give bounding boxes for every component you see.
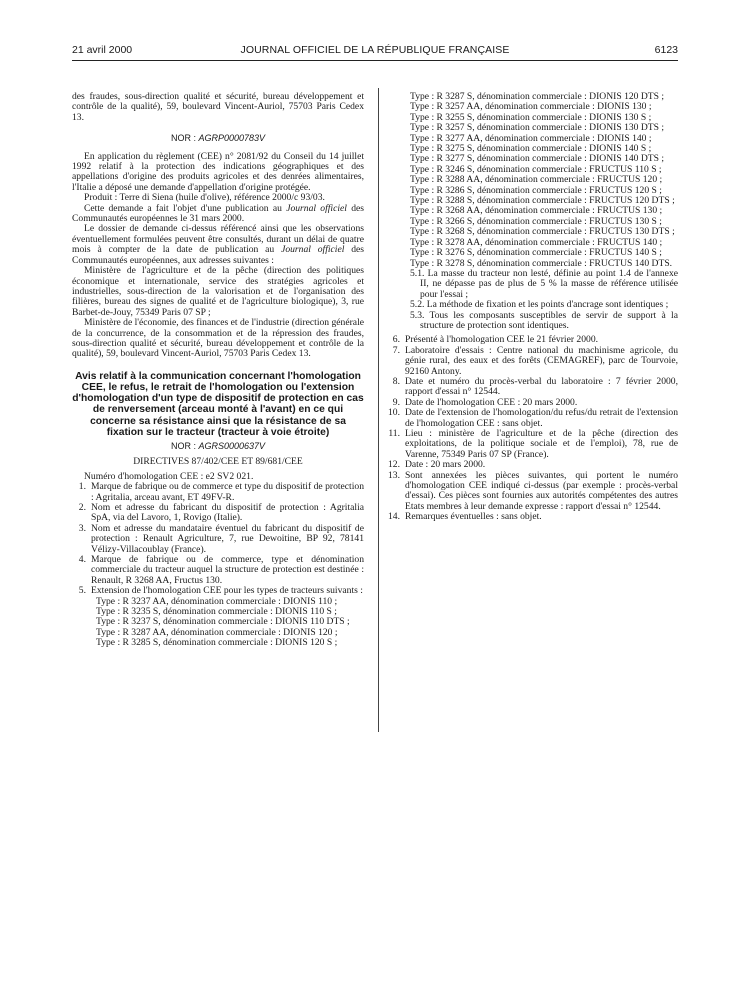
tractor-types-left — [72, 597, 364, 649]
nor-reference-2 — [72, 441, 364, 451]
page-header — [72, 44, 678, 58]
tractor-type: Type : R 3288 S, dénomination commerciale : FRUCTUS 120 DTS ; — [410, 195, 675, 207]
publication-text: Cette demande a fait l'objet d'une publication au — [84, 202, 287, 214]
numbered-list-left — [72, 482, 364, 596]
list-item: 2. Nom et adresse du fabricant du dispositif de protection : Agritalia SpA, via del Lavoro, 1, Rovigo (Italie). — [78, 502, 364, 524]
nor-prefix: NOR : — [170, 133, 199, 144]
sub-condition: 5.2. La méthode de fixation et les points d'ancrage sont identiques ; — [410, 299, 669, 311]
dossier-text: Le dossier de demande ci-dessus référencé ainsi que les observations éventuellement formulées peuvent être consultés, durant un délai de quatre mois à compter de la date de publication au — [72, 223, 364, 256]
sub-condition: 5.3. Tous les composants susceptibles de servir de support à la structure de protection sont identiques. — [410, 309, 678, 331]
list-item: 7. Laboratoire d'essais : Centre national du machinisme agricole, du génie rural, des eaux et des forêts (CEMAGREF), parc de Tourvoie, 92160 Antony. — [392, 344, 678, 377]
list-item: 5. Extension de l'homologation CEE pour les types de tracteurs suivants : — [78, 585, 363, 597]
tractor-type: Type : R 3278 AA, dénomination commerciale : FRUCTUS 140 ; — [410, 236, 663, 248]
tractor-type: Type : R 3277 S, dénomination commerciale : DIONIS 140 DTS ; — [410, 153, 665, 165]
left-column — [72, 92, 364, 649]
sub-condition: 5.1. La masse du tracteur non lesté, définie au point 1.4 de l'annexe II, ne dépasse pas de plus de 5 % la masse de référence utilisée pour l'essai ; — [410, 267, 678, 300]
list-item: 4. Marque de fabrique ou de commerce, type et dénomination commerciale du tracteur auquel la structure de protection est destinée : Renault, R 3268 AA, Fructus 130. — [78, 554, 364, 586]
list-item: 3. Nom et adresse du mandataire éventuel du fabricant du dispositif de protection : Renault Agriculture, 7, rue Dewoitine, BP 92, 78141 Vélizy-Villacoublay (France). — [78, 522, 364, 555]
tractor-type: Type : R 3288 AA, dénomination commerciale : FRUCTUS 120 ; — [410, 174, 663, 186]
list-item: 14. Remarques éventuelles : sans objet. — [388, 511, 542, 523]
list-item: 12. Date : 20 mars 2000. — [388, 459, 486, 471]
list-item: 6. Présenté à l'homologation CEE le 21 février 2000. — [392, 334, 599, 346]
tractor-type: Type : R 3257 AA, dénomination commerciale : DIONIS 130 ; — [410, 101, 652, 113]
column-divider — [378, 88, 379, 732]
tractor-type: Type : R 3268 AA, dénomination commerciale : FRUCTUS 130 ; — [410, 205, 663, 217]
numbered-list-right — [386, 335, 678, 522]
dossier-text-end: des Communautés européennes, aux adresses suivantes : — [72, 244, 365, 266]
tractor-type: Type : R 3235 S, dénomination commerciale : DIONIS 110 S ; — [96, 606, 337, 618]
tractor-type: Type : R 3276 S, dénomination commerciale : FRUCTUS 140 S ; — [410, 247, 662, 259]
nor-code: AGRP0000783V — [198, 133, 266, 144]
journal-name: Journal officiel — [281, 244, 345, 256]
header-date: 21 avril 2000 — [72, 44, 133, 56]
list-item: 11. Lieu : ministère de l'agriculture et de la pêche (direction des exploitations, de la politique sociale et de l'emploi), 78, rue de Varenne, 75349 Paris 07 SP (France). — [388, 428, 678, 460]
list-item: 10. Date de l'extension de l'homologation/du refus/du retrait de l'extension de l'homologation CEE : sans objet. — [388, 407, 678, 429]
tractor-type: Type : R 3285 S, dénomination commerciale : DIONIS 120 S ; — [96, 637, 338, 649]
intro-text: des fraudes, sous-direction qualité et sécurité, bureau développement et contrôle de la qualité), 59, boulevard Vincent-Auriol, 75703 Paris Cedex 13. — [72, 91, 364, 123]
tractor-type: Type : R 3275 S, dénomination commerciale : DIONIS 140 S ; — [410, 143, 652, 155]
tractor-type: Type : R 3255 S, dénomination commerciale : DIONIS 130 S ; — [410, 111, 652, 123]
approval-number: Numéro d'homologation CEE : e2 SV2 021. — [84, 470, 254, 482]
tractor-type: Type : R 3257 S, dénomination commerciale : DIONIS 130 DTS ; — [410, 122, 665, 134]
list-item: 1. Marque de fabrique ou de commerce et type du dispositif de protection : Agritalia, arceau avant, ET 49FV-R. — [78, 481, 364, 503]
list-item: 13. Sont annexées les pièces suivantes, qui portent le numéro d'homologation CEE indiqué ci-dessus (par exemple : procès-verbal d'essai). Ces pièces sont fournies aux autorités compétentes des autres Etats membres à leur demande expresse : rapport d'essai n° 12544. — [388, 469, 678, 512]
tractor-type: Type : R 3277 AA, dénomination commerciale : DIONIS 140 ; — [410, 132, 652, 144]
nor-reference-1 — [72, 133, 364, 143]
publication-text-end: des Communautés européennes le 31 mars 2000. — [72, 202, 364, 225]
notice-title: Avis relatif à la communication concernant l'homologation CEE, le refus, le retrait de l'homologation ou l'extension d'homologation d'un type de dispositif de protection en cas de renversement (arceau monté à l'avant) en ce qui concerne sa résistance ainsi que la résistance de sa fixation sur le tracteur (tracteur à voie étroite) — [72, 370, 364, 438]
regulation-paragraph: En application du règlement (CEE) n° 2081/92 du Conseil du 14 juillet 1992 relatif à la protection des indications géographiques et des appellations d'origine des produits agricoles et des denrées alimentaires, l'Italie a déposé une demande d'appellation d'origine protégée. — [72, 150, 364, 193]
right-column — [386, 92, 678, 523]
list-item: 9. Date de l'homologation CEE : 20 mars 2000. — [392, 396, 578, 408]
tractor-type: Type : R 3278 S, dénomination commerciale : FRUCTUS 140 DTS. — [410, 257, 673, 269]
directives-heading: DIRECTIVES 87/402/CEE ET 89/681/CEE — [133, 456, 303, 468]
page-number: 6123 — [654, 44, 678, 56]
publication-paragraph — [72, 204, 364, 225]
tractor-type: Type : R 3287 S, dénomination commerciale : DIONIS 120 DTS ; — [410, 91, 665, 102]
journal-title: JOURNAL OFFICIEL DE LA RÉPUBLIQUE FRANÇAISE — [240, 44, 510, 56]
tractor-type: Type : R 3286 S, dénomination commerciale : FRUCTUS 120 S ; — [410, 184, 662, 196]
journal-name: Journal officiel — [286, 202, 347, 214]
header-rule — [72, 60, 678, 61]
product-line: Produit : Terre di Siena (huile d'olive), référence 2000/c 93/03. — [84, 192, 325, 204]
tractor-types-right — [386, 92, 678, 269]
tractor-type: Type : R 3237 AA, dénomination commerciale : DIONIS 110 ; — [96, 595, 338, 607]
tractor-type: Type : R 3287 AA, dénomination commerciale : DIONIS 120 ; — [96, 626, 338, 638]
list-item: 8. Date et numéro du procès-verbal du laboratoire : 7 février 2000, rapport d'essai n° 12544. — [392, 375, 678, 398]
sub-conditions — [386, 269, 678, 331]
tractor-type: Type : R 3266 S, dénomination commerciale : FRUCTUS 130 S ; — [410, 215, 662, 227]
tractor-type: Type : R 3246 S, dénomination commerciale : FRUCTUS 110 S ; — [410, 163, 662, 175]
nor-prefix: NOR : — [170, 440, 199, 451]
tractor-type: Type : R 3237 S, dénomination commerciale : DIONIS 110 DTS ; — [96, 616, 350, 628]
tractor-type: Type : R 3268 S, dénomination commerciale : FRUCTUS 130 DTS ; — [410, 226, 675, 238]
address-economie: Ministère de l'économie, des finances et de l'industrie (direction générale de la concurrence, de la consommation et de la répression des fraudes, sous-direction qualité et sécurité, bureau développement et contrôle de la qualité), 59, boulevard Vincent-Auriol, 75703 Paris Cedex 13. — [72, 317, 364, 360]
address-agriculture: Ministère de l'agriculture et de la pêche (direction des politiques économique et internationale, service des stratégies agricoles et industrielles, sous-direction de la valorisation et de l'organisation des filières, bureau des signes de qualité et de l'agriculture biologique), 3, rue Barbet-de-Jouy, 75349 Paris 07 SP ; — [72, 265, 364, 318]
dossier-paragraph — [72, 224, 364, 266]
nor-code: AGRS0000637V — [198, 440, 266, 451]
